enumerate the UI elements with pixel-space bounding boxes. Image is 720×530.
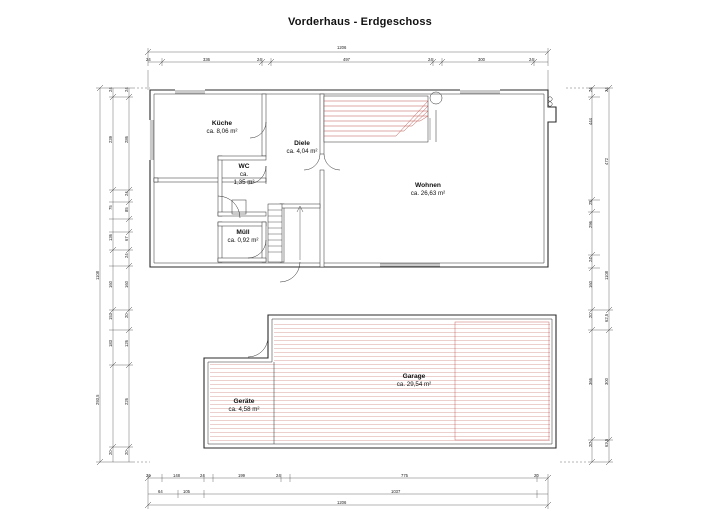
dimension-left: 24 — [124, 253, 129, 258]
room-name: WC — [238, 163, 250, 170]
dimension-right: 366 — [588, 378, 593, 385]
dimension-bottom: 24 — [276, 473, 281, 478]
dimension-bottom: 199 — [238, 473, 245, 478]
dimension-bottom: 20 — [534, 473, 539, 478]
room-name: Wohnen — [415, 182, 441, 189]
dimension-left: 20 — [124, 313, 129, 318]
dimension-left: 160 — [124, 281, 129, 288]
dimension-top: 24 — [257, 57, 262, 62]
dimension-right: 296 — [588, 221, 593, 228]
room-label-diele — [278, 140, 326, 156]
room-name: Garage — [402, 373, 426, 380]
dimension-right: 24 — [588, 257, 593, 262]
dimension-bottom: 105 — [183, 489, 190, 494]
dimension-right: 444 — [588, 118, 593, 125]
dimension-total-bottom: 1206 — [337, 500, 347, 505]
dimension-top: 24 — [529, 57, 534, 62]
dimension-bottom: 148 — [173, 473, 180, 478]
dimension-left: 239 — [108, 136, 113, 143]
dimension-left: 136 — [108, 234, 113, 241]
dimension-left: 20 — [124, 450, 129, 455]
dimension-right: 24 — [588, 200, 593, 205]
dimension-total-left: 1108 — [95, 270, 100, 280]
dimension-total-top: 1206 — [337, 45, 347, 50]
room-area: ca. 29,54 m² — [396, 381, 432, 389]
dimension-right: 20 — [588, 313, 593, 318]
dimension-bottom: 775 — [401, 473, 408, 478]
dimension-left: 183 — [108, 340, 113, 347]
page-title: Vorderhaus - Erdgeschoss — [288, 16, 432, 28]
dimension-bottom: 24 — [146, 473, 151, 478]
room-name: Diele — [294, 140, 310, 147]
room-label-wohnen — [392, 182, 464, 198]
room-label-garage — [378, 373, 450, 389]
dimension-left: 24 — [124, 191, 129, 196]
room-label-kueche — [192, 120, 252, 136]
room-area: ca. 26,63 m² — [410, 190, 446, 198]
room-area: ca. 0,92 m² — [227, 237, 259, 245]
dimension-right: 1108 — [604, 270, 609, 280]
dimension-top: 497 — [343, 57, 350, 62]
dimension-right: 62,5 — [604, 438, 609, 447]
dimension-right: 24 — [604, 87, 609, 92]
dimension-right: 62,5 — [604, 313, 609, 322]
dimension-left: 20 — [108, 450, 113, 455]
dimension-right: 24 — [588, 87, 593, 92]
room-label-geraete — [212, 398, 276, 414]
dimension-right: 300 — [604, 378, 609, 385]
dimension-left: 286 — [124, 136, 129, 143]
dimension-left: 24 — [108, 87, 113, 92]
dimension-left: 67 — [124, 236, 129, 241]
dimension-bottom: 64 — [158, 489, 163, 494]
dimension-left: 160 — [108, 281, 113, 288]
room-name: Müll — [236, 229, 250, 236]
room-area: ca. — [239, 171, 249, 179]
dimension-top: 24 — [428, 57, 433, 62]
dimension-left: 153 — [108, 313, 113, 320]
dimension-top: 24 — [146, 57, 151, 62]
dimension-bottom: 24 — [200, 473, 205, 478]
room-label-wc — [222, 163, 266, 187]
dimension-right: 20 — [588, 442, 593, 447]
room-name: Küche — [211, 120, 233, 127]
dimension-top: 300 — [478, 57, 485, 62]
room-area: ca. 8,06 m² — [206, 128, 238, 136]
room-label-muell — [219, 229, 267, 245]
dimension-top: 336 — [203, 57, 210, 62]
room-area: ca. 4,04 m² — [286, 148, 318, 156]
staircase-main — [324, 92, 442, 142]
room-area: ca. 4,58 m² — [228, 406, 260, 414]
dimension-right: 472 — [604, 158, 609, 165]
room-area-2: 1,35 m² — [233, 178, 255, 186]
room-name: Geräte — [233, 398, 255, 405]
dimension-left: 75 — [108, 205, 113, 210]
dimension-right: 160 — [588, 281, 593, 288]
dimension-left: 24 — [124, 87, 129, 92]
dimension-left: 85 — [124, 207, 129, 212]
dimension-left: 293,5 — [95, 394, 100, 405]
dimension-left: 226 — [124, 398, 129, 405]
dimension-left: 126 — [124, 340, 129, 347]
dimension-bottom: 1037 — [391, 489, 401, 494]
